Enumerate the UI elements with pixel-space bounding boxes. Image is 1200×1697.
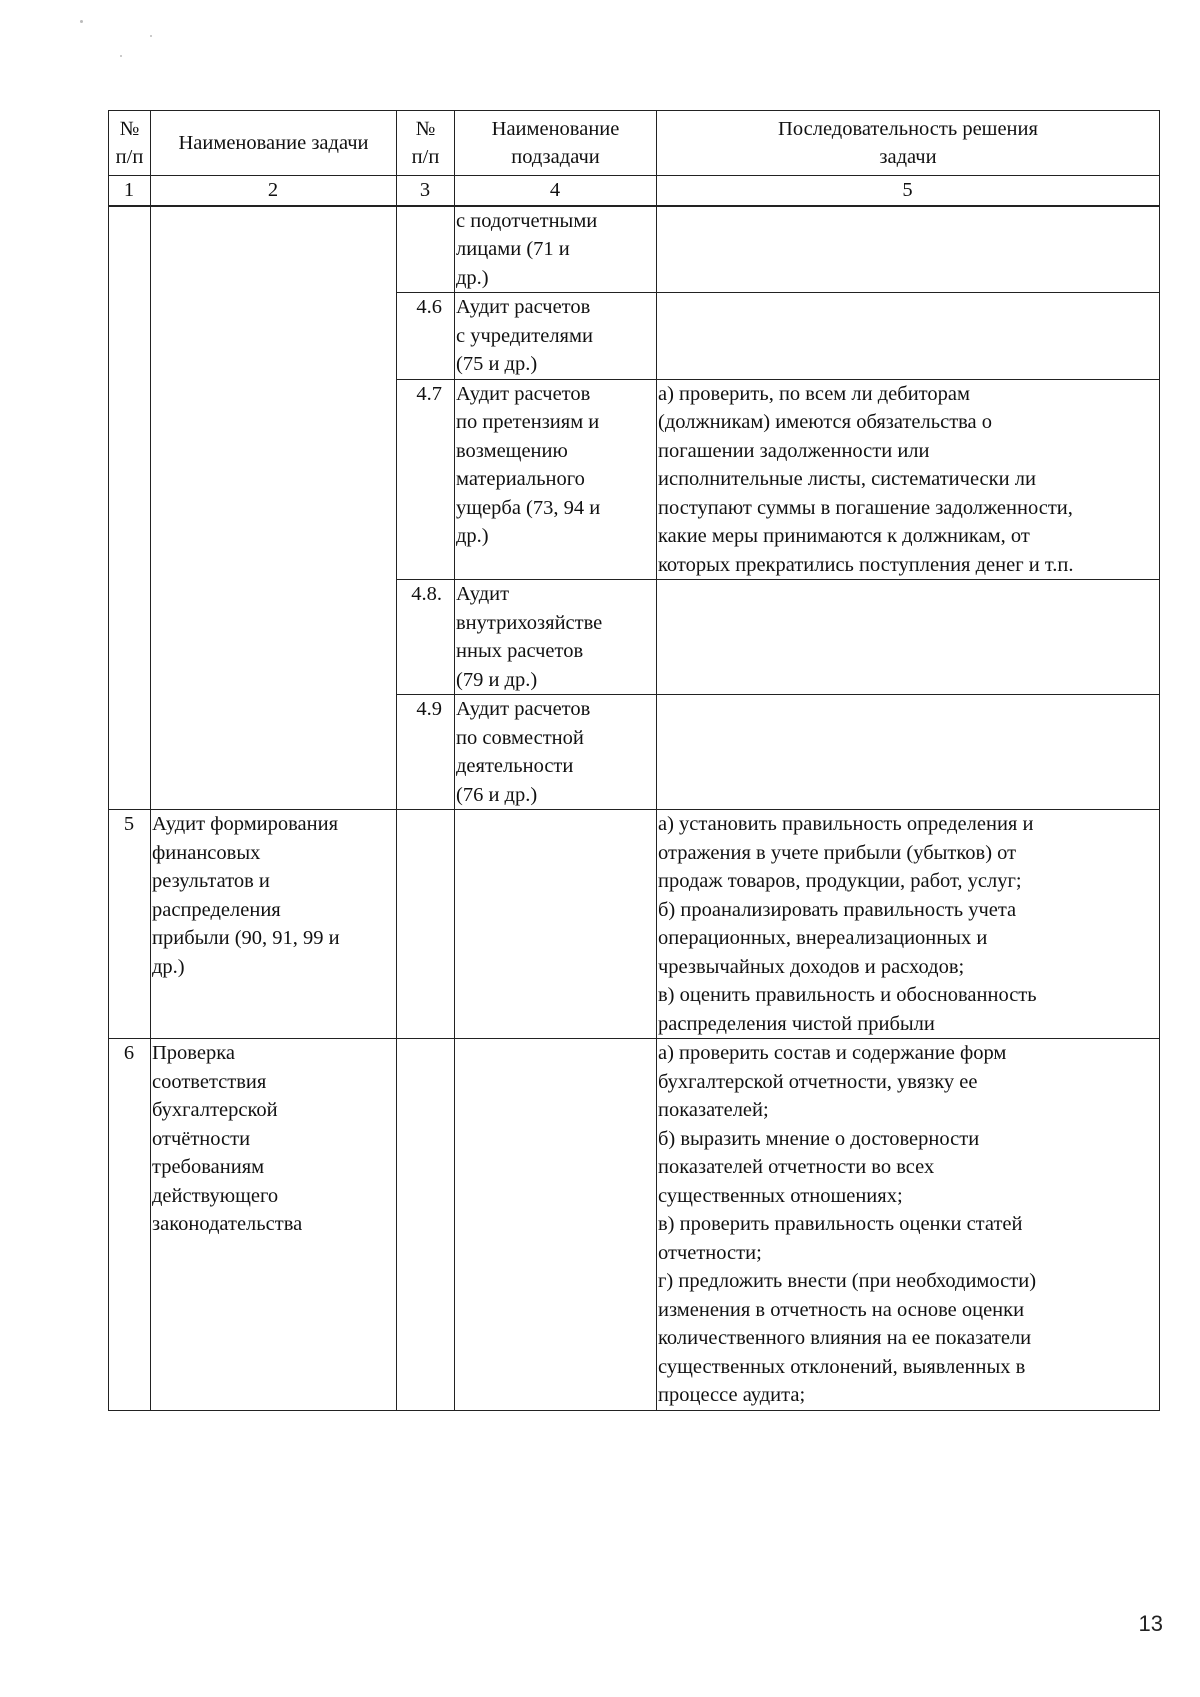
column-number: 5 xyxy=(657,176,1160,206)
column-number: 1 xyxy=(109,176,151,206)
header-subtask-name: Наименование подзадачи xyxy=(455,111,657,176)
header-subtask-no: № п/п xyxy=(397,111,455,176)
scan-speck xyxy=(120,55,122,57)
task-name-cell: Проверка соответствия бухгалтерской отчётности требованиям действующего законодательства xyxy=(151,1039,397,1411)
sequence-cell: а) установить правильность определения и отражения в учете прибыли (убытков) от продаж товаров, продукции, работ, услуг; б) проанализировать правильность учета операционных, внереализационных и чрезвычайных доходов и расходов; в) оценить правильность и обоснованность распределения чистой прибыли xyxy=(657,810,1160,1039)
header-task-name: Наименование задачи xyxy=(151,111,397,176)
subtask-number-cell xyxy=(397,1039,455,1411)
task-number-cell: 6 xyxy=(109,1039,151,1411)
scan-speck xyxy=(80,20,83,23)
subtask-number-cell: 4.7 xyxy=(397,379,455,580)
subtask-number-cell xyxy=(397,206,455,293)
task-number-cell: 5 xyxy=(109,810,151,1039)
column-number: 4 xyxy=(455,176,657,206)
header-no: № п/п xyxy=(109,111,151,176)
subtask-name-cell: Аудит расчетов по совместной деятельности (76 и др.) xyxy=(455,695,657,810)
subtask-name-cell: Аудит расчетов по претензиям и возмещению материального ущерба (73, 94 и др.) xyxy=(455,379,657,580)
column-number: 3 xyxy=(397,176,455,206)
subtask-name-cell xyxy=(455,810,657,1039)
table-row xyxy=(109,206,1160,293)
subtask-name-cell: Аудит расчетов с учредителями (75 и др.) xyxy=(455,293,657,380)
sequence-cell xyxy=(657,580,1160,695)
subtask-number-cell: 4.8. xyxy=(397,580,455,695)
column-number-row xyxy=(109,176,1160,206)
sequence-cell: а) проверить состав и содержание форм бухгалтерской отчетности, увязку ее показателей; б) выразить мнение о достоверности показателей отчетности во всех существенных отношениях; в) проверить правильность оценки статей отчетности; г) предложить внести (при необходимости) изменения в отчетность на основе оценки количественного влияния на ее показатели существенных отклонений, выявленных в процессе аудита; xyxy=(657,1039,1160,1411)
subtask-name-cell: Аудит внутрихозяйстве нных расчетов (79 и др.) xyxy=(455,580,657,695)
table-row xyxy=(109,1039,1160,1411)
sequence-cell xyxy=(657,206,1160,293)
sequence-cell: а) проверить, по всем ли дебиторам (должникам) имеются обязательства о погашении задолженности или исполнительные листы, систематически ли поступают суммы в погашение задолженности, какие меры принимаются к должникам, от которых прекратились поступления денег и т.п. xyxy=(657,379,1160,580)
subtask-name-cell xyxy=(455,1039,657,1411)
header-row xyxy=(109,111,1160,176)
sequence-cell xyxy=(657,293,1160,380)
task-name-cell xyxy=(151,206,397,810)
task-name-cell: Аудит формирования финансовых результатов и распределения прибыли (90, 91, 99 и др.) xyxy=(151,810,397,1039)
subtask-number-cell xyxy=(397,810,455,1039)
subtask-number-cell: 4.9 xyxy=(397,695,455,810)
table-row xyxy=(109,810,1160,1039)
subtask-name-cell: с подотчетными лицами (71 и др.) xyxy=(455,206,657,293)
task-number-cell xyxy=(109,206,151,810)
subtask-number-cell: 4.6 xyxy=(397,293,455,380)
scan-speck xyxy=(150,35,152,37)
audit-tasks-table xyxy=(108,110,1160,1411)
column-number: 2 xyxy=(151,176,397,206)
page-number: 13 xyxy=(1138,1611,1163,1636)
sequence-cell xyxy=(657,695,1160,810)
header-sequence: Последовательность решения задачи xyxy=(657,111,1160,176)
